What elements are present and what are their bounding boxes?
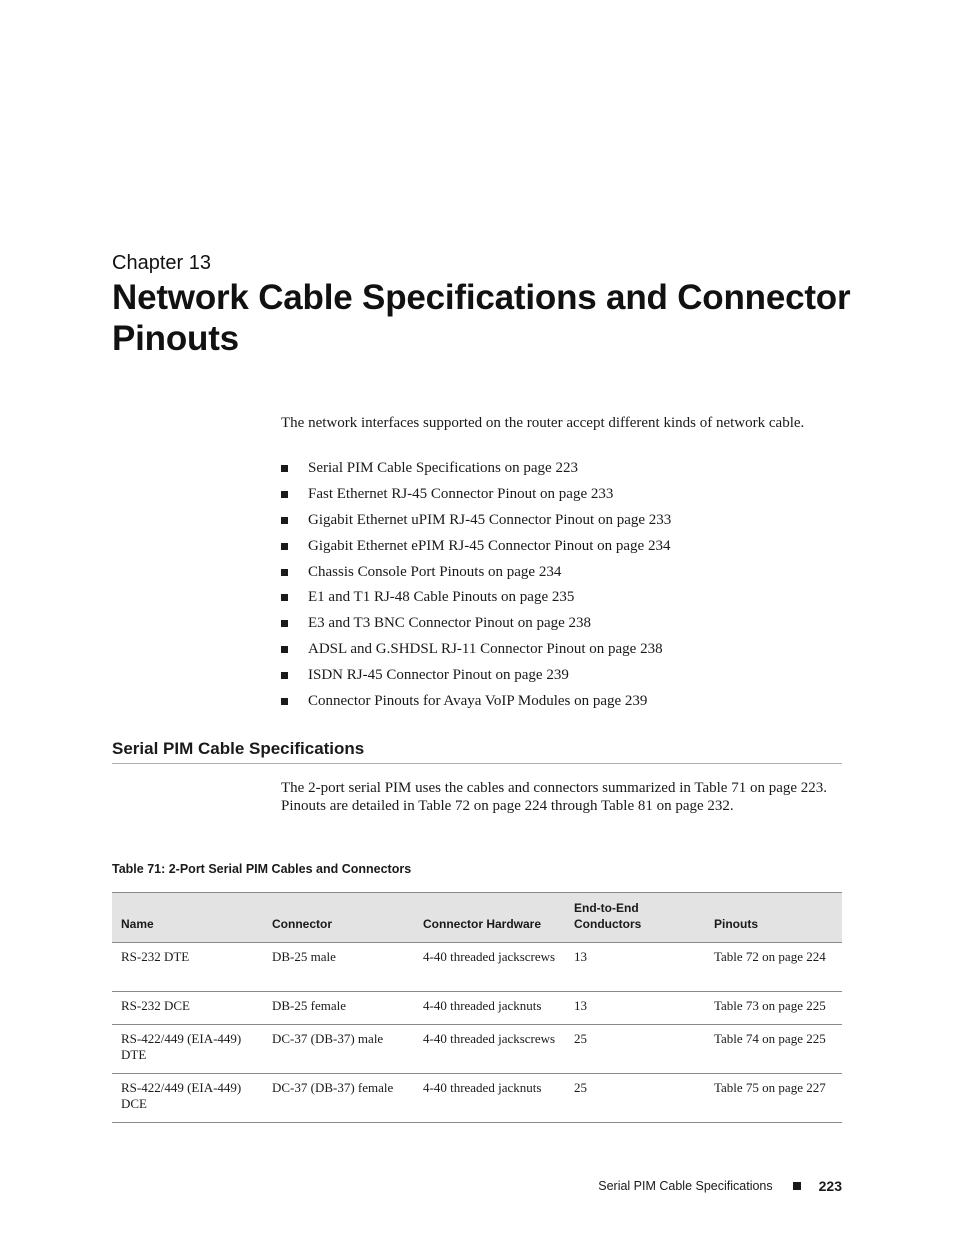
toc-link[interactable]: Connector Pinouts for Avaya VoIP Modules on page 239	[308, 693, 648, 710]
cell-pinouts-link[interactable]: Table 72 on page 224	[705, 943, 842, 992]
toc-link[interactable]: Gigabit Ethernet uPIM RJ-45 Connector Pinout on page 233	[308, 511, 672, 528]
list-item[interactable]	[281, 536, 841, 562]
table-row	[112, 1074, 842, 1123]
cell-conductors: 13	[565, 943, 705, 992]
list-item[interactable]	[281, 510, 841, 536]
list-item[interactable]	[281, 691, 841, 717]
toc-link[interactable]: Chassis Console Port Pinouts on page 234	[308, 563, 562, 580]
square-bullet-icon	[281, 594, 288, 601]
toc-link[interactable]: Serial PIM Cable Specifications on page 223	[308, 460, 578, 476]
square-bullet-icon	[281, 569, 288, 576]
table-caption: Table 71: 2-Port Serial PIM Cables and Connectors	[112, 862, 412, 876]
list-item[interactable]	[281, 587, 841, 613]
table-row	[112, 992, 842, 1025]
cell-name: RS-232 DTE	[112, 943, 263, 992]
list-item[interactable]	[281, 665, 841, 691]
cell-connector: DB-25 female	[263, 992, 414, 1025]
cell-connector: DB-25 male	[263, 943, 414, 992]
cell-hardware: 4-40 threaded jacknuts	[414, 992, 565, 1025]
cell-pinouts-link[interactable]: Table 75 on page 227	[705, 1074, 842, 1123]
list-item[interactable]	[281, 458, 841, 484]
square-bullet-icon	[281, 698, 288, 705]
square-bullet-icon	[281, 646, 288, 653]
chapter-label: Chapter 13	[112, 252, 211, 274]
page-number: 223	[818, 1178, 842, 1194]
chapter-title: Network Cable Specifications and Connector Pinouts	[112, 278, 851, 358]
toc-link[interactable]: ISDN RJ-45 Connector Pinout on page 239	[308, 667, 569, 684]
list-item[interactable]	[281, 639, 841, 665]
intro-paragraph: The network interfaces supported on the router accept different kinds of network cable.	[281, 415, 805, 431]
cell-hardware: 4-40 threaded jackscrews	[414, 1025, 565, 1074]
list-item[interactable]	[281, 484, 841, 510]
cell-conductors: 25	[565, 1074, 705, 1123]
cell-hardware: 4-40 threaded jacknuts	[414, 1074, 565, 1123]
list-item[interactable]	[281, 613, 841, 639]
section-paragraph: The 2-port serial PIM uses the cables and connectors summarized in Table 71 on page 223. Pinouts are detailed in Table 72 on page 224 through Table 81 on page 232.	[281, 780, 828, 814]
column-header-pinouts: Pinouts	[705, 893, 842, 943]
toc-link[interactable]: E1 and T1 RJ-48 Cable Pinouts on page 235	[308, 589, 575, 606]
cell-connector: DC-37 (DB-37) female	[263, 1074, 414, 1123]
cell-name: RS-232 DCE	[112, 992, 263, 1025]
cell-name: RS-422/449 (EIA-449) DCE	[112, 1074, 263, 1123]
square-bullet-icon	[281, 517, 288, 524]
cell-conductors: 25	[565, 1025, 705, 1074]
toc-link[interactable]: Fast Ethernet RJ-45 Connector Pinout on page 233	[308, 485, 614, 502]
square-bullet-icon	[281, 543, 288, 550]
toc-link[interactable]: E3 and T3 BNC Connector Pinout on page 238	[308, 615, 592, 632]
chapter-contents-list	[281, 458, 841, 717]
square-bullet-icon	[281, 491, 288, 498]
square-bullet-icon	[281, 620, 288, 627]
square-bullet-icon	[793, 1182, 801, 1190]
toc-link[interactable]: Gigabit Ethernet ePIM RJ-45 Connector Pinout on page 234	[308, 537, 671, 554]
list-item[interactable]	[281, 562, 841, 588]
table-header-row	[112, 893, 842, 943]
column-header-connector: Connector	[263, 893, 414, 943]
cell-pinouts-link[interactable]: Table 74 on page 225	[705, 1025, 842, 1074]
cables-connectors-table	[112, 892, 842, 1123]
cell-connector: DC-37 (DB-37) male	[263, 1025, 414, 1074]
cell-pinouts-link[interactable]: Table 73 on page 225	[705, 992, 842, 1025]
column-header-name: Name	[112, 893, 263, 943]
column-header-conductors: End-to-End Conductors	[565, 893, 705, 943]
cell-hardware: 4-40 threaded jackscrews	[414, 943, 565, 992]
section-heading: Serial PIM Cable Specifications	[112, 739, 842, 764]
footer-section-title: Serial PIM Cable Specifications	[598, 1179, 773, 1193]
table-row	[112, 943, 842, 992]
square-bullet-icon	[281, 672, 288, 679]
toc-link[interactable]: ADSL and G.SHDSL RJ-11 Connector Pinout on page 238	[308, 641, 663, 658]
column-header-connector-hardware: Connector Hardware	[414, 893, 565, 943]
square-bullet-icon	[281, 465, 288, 472]
cell-name: RS-422/449 (EIA-449) DTE	[112, 1025, 263, 1074]
table-row	[112, 1025, 842, 1074]
cell-conductors: 13	[565, 992, 705, 1025]
page-footer	[598, 1178, 842, 1194]
